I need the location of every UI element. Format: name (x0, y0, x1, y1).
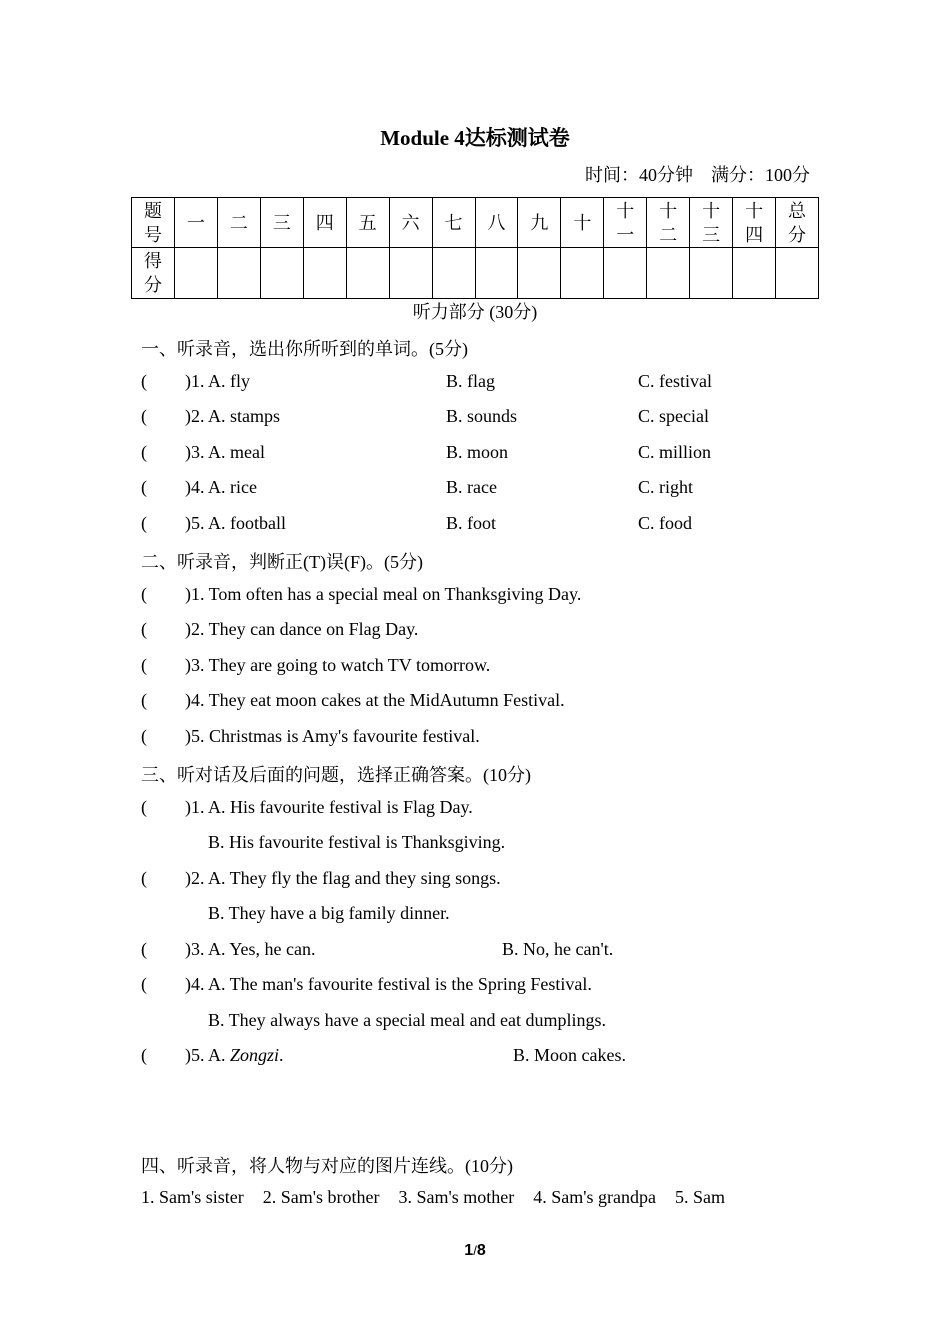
section-2-heading: 二、听录音，判断正(T)误(F)。(5分) (141, 552, 423, 572)
answer-bracket: ( (141, 655, 147, 675)
s1-q3-option-a: )3. A. meal (185, 442, 265, 462)
score-table-score-row (132, 248, 819, 299)
s3-q5-a-suffix: . (279, 1045, 284, 1065)
s4-people-list (141, 1187, 744, 1208)
score-table-col-3: 三 (260, 198, 303, 248)
s3-q5-a-italic: Zongzi (230, 1045, 280, 1065)
s1-q1-stem (141, 371, 250, 392)
s3-q1-option-a (141, 797, 473, 818)
time-and-score-info: 时间：40分钟 满分：100分 (585, 165, 810, 185)
s2-q4-text: )4. They eat moon cakes at the MidAutumn Festival. (185, 690, 565, 710)
s1-q2-option-c: C. special (638, 406, 709, 426)
listening-section-header: 听力部分 (30分) (412, 302, 538, 322)
score-cell-10 (561, 248, 604, 299)
s1-q4-option-c: C. right (638, 477, 694, 497)
s1-q3-stem (141, 442, 265, 463)
s2-q3 (141, 655, 490, 676)
s1-q5-option-c: C. food (638, 513, 692, 533)
answer-bracket: ( (141, 406, 147, 426)
answer-bracket: ( (141, 974, 147, 994)
s1-q4-option-b: B. race (446, 477, 497, 497)
s3-q3-option-a (141, 939, 316, 960)
score-table-col-13: 十 三 (690, 198, 733, 248)
score-cell-9 (518, 248, 561, 299)
score-table-col-4: 四 (303, 198, 346, 248)
score-cell-4 (303, 248, 346, 299)
s1-q5-option-b: B. foot (446, 513, 497, 533)
score-cell-15 (776, 248, 819, 299)
s3-q5-option-b: B. Moon cakes. (513, 1045, 626, 1065)
answer-bracket: ( (141, 619, 147, 639)
s2-q4 (141, 690, 565, 711)
section-1-heading: 一、听录音，选出你所听到的单词。(5分) (141, 339, 468, 359)
s1-q5-option-a: )5. A. football (185, 513, 286, 533)
s3-q4-a-text: )4. A. The man's favourite festival is the Spring Festival. (185, 974, 592, 994)
s4-person-4: 4. Sam's grandpa (533, 1187, 656, 1207)
answer-bracket: ( (141, 371, 147, 391)
s2-q2 (141, 619, 418, 640)
s1-q3-option-c: C. million (638, 442, 712, 462)
score-table-col-15: 总 分 (776, 198, 819, 248)
s4-person-3: 3. Sam's mother (398, 1187, 515, 1207)
page-current: 1 (464, 1242, 474, 1259)
page-total: 8 (476, 1242, 486, 1259)
score-cell-8 (475, 248, 518, 299)
s4-person-5: 5. Sam (674, 1187, 725, 1207)
score-cell-1 (174, 248, 217, 299)
answer-bracket: ( (141, 1045, 147, 1065)
score-table-col-14: 十 四 (733, 198, 776, 248)
s1-q2-option-a: )2. A. stamps (185, 406, 281, 426)
s3-q4-option-a (141, 974, 592, 995)
score-table-label-score: 得 分 (132, 248, 175, 299)
answer-bracket: ( (141, 477, 147, 497)
s3-q2-a-text: )2. A. They fly the flag and they sing songs. (185, 868, 501, 888)
score-table-col-10: 十 (561, 198, 604, 248)
score-table-col-7: 七 (432, 198, 475, 248)
s3-q1-option-b: B. His favourite festival is Thanksgiving. (208, 832, 506, 852)
answer-bracket: ( (141, 868, 147, 888)
answer-bracket: ( (141, 442, 147, 462)
s1-q4-stem (141, 477, 257, 498)
s4-person-1: 1. Sam's sister (141, 1187, 244, 1207)
s1-q3-option-b: B. moon (446, 442, 509, 462)
s1-q2-option-b: B. sounds (446, 406, 518, 426)
s3-q2-option-b: B. They have a big family dinner. (208, 903, 450, 923)
answer-bracket: ( (141, 584, 147, 604)
s2-q1-text: )1. Tom often has a special meal on Thanksgiving Day. (185, 584, 582, 604)
s1-q1-option-a: )1. A. fly (185, 371, 250, 391)
s3-q4-option-b: B. They always have a special meal and eat dumplings. (208, 1010, 607, 1030)
score-cell-5 (346, 248, 389, 299)
score-table-col-5: 五 (346, 198, 389, 248)
score-table-label-question: 题 号 (132, 198, 175, 248)
score-cell-12 (647, 248, 690, 299)
s2-q5-text: )5. Christmas is Amy's favourite festival. (185, 726, 480, 746)
score-table-col-12: 十 二 (647, 198, 690, 248)
score-table-col-8: 八 (475, 198, 518, 248)
score-table-col-2: 二 (217, 198, 260, 248)
s3-q1-a-text: )1. A. His favourite festival is Flag Day. (185, 797, 473, 817)
score-cell-11 (604, 248, 647, 299)
s4-person-2: 2. Sam's brother (262, 1187, 380, 1207)
s2-q3-text: )3. They are going to watch TV tomorrow. (185, 655, 491, 675)
score-table-col-1: 一 (174, 198, 217, 248)
page-separator: / (473, 1243, 477, 1258)
s3-q2-option-a (141, 868, 501, 889)
s1-q5-stem (141, 513, 286, 534)
answer-bracket: ( (141, 797, 147, 817)
score-table-header-row (132, 198, 819, 248)
page-number (0, 1242, 950, 1260)
score-cell-2 (217, 248, 260, 299)
section-3-heading: 三、听对话及后面的问题，选择正确答案。(10分) (141, 765, 531, 785)
s1-q1-option-c: C. festival (638, 371, 712, 391)
answer-bracket: ( (141, 939, 147, 959)
score-cell-3 (260, 248, 303, 299)
score-table-col-6: 六 (389, 198, 432, 248)
score-cell-7 (432, 248, 475, 299)
score-table (131, 197, 819, 299)
s3-q3-option-b: B. No, he can't. (502, 939, 614, 959)
score-cell-14 (733, 248, 776, 299)
score-table-col-11: 十 一 (604, 198, 647, 248)
s3-q3-a-text: )3. A. Yes, he can. (185, 939, 316, 959)
s2-q5 (141, 726, 480, 747)
s1-q2-stem (141, 406, 280, 427)
s2-q2-text: )2. They can dance on Flag Day. (185, 619, 419, 639)
answer-bracket: ( (141, 726, 147, 746)
s3-q5-option-a (141, 1045, 284, 1066)
section-4-heading: 四、听录音，将人物与对应的图片连线。(10分) (141, 1156, 513, 1176)
page-title: Module 4达标测试卷 (380, 126, 570, 150)
answer-bracket: ( (141, 690, 147, 710)
s1-q1-option-b: B. flag (446, 371, 495, 391)
score-cell-13 (690, 248, 733, 299)
score-cell-6 (389, 248, 432, 299)
s1-q4-option-a: )4. A. rice (185, 477, 257, 497)
answer-bracket: ( (141, 513, 147, 533)
score-table-col-9: 九 (518, 198, 561, 248)
s2-q1 (141, 584, 581, 605)
s3-q5-a-prefix: )5. A. (185, 1045, 230, 1065)
